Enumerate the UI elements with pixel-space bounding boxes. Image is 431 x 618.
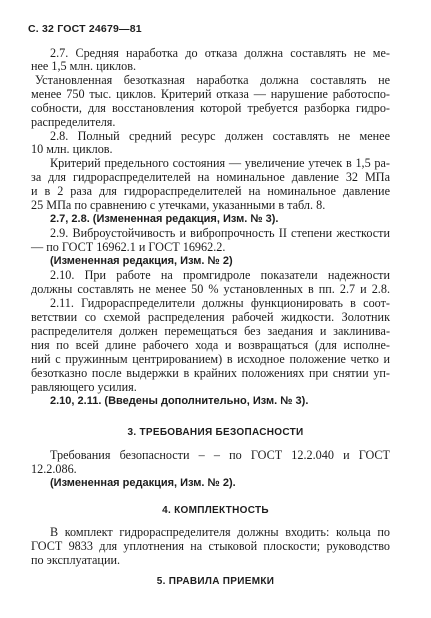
text-line: ветствии со схемой распределения рабочей жидкости. Золотник — [31, 310, 390, 324]
text-line: 12.2.086. — [31, 462, 77, 476]
text-line: собности, для восстановления которой требуется разборка гидро- — [31, 101, 390, 115]
text-line: по эксплуатации. — [31, 553, 121, 567]
text-line: 10 млн. циклов. — [31, 142, 113, 156]
text-line: 2.10. При работе на промгидроле показатели надежности — [50, 268, 390, 282]
text-line: распределителя. — [31, 115, 116, 129]
text-line: ний с пружинным центрированием) в исходное положение четко и — [31, 352, 390, 366]
text-line: ГОСТ 9833 для уплотнения на стыковой плоскости; руководство — [31, 539, 390, 553]
text-line: и в 2 раза для гидрораспределителей на номинальное давление — [31, 184, 390, 198]
text-line: 2.11. Гидрораспределители должны функционировать в соот- — [50, 296, 390, 310]
text-line: за для гидрораспределителей на номинальное давление 32 МПа — [31, 170, 390, 184]
text-line: — по ГОСТ 16962.1 и ГОСТ 16962.2. — [31, 240, 226, 254]
section-heading: 3. ТРЕБОВАНИЯ БЕЗОПАСНОСТИ — [127, 427, 304, 438]
amendment-note: 2.10, 2.11. (Введены дополнительно, Изм. № 3). — [50, 395, 309, 407]
text-line: должны составлять не менее 50 % установленных в пп. 2.7 и 2.8. — [31, 282, 390, 296]
section-heading: 5. ПРАВИЛА ПРИЕМКИ — [156, 576, 275, 587]
text-line: 2.7. Средняя наработка до отказа должна составлять не ме- — [50, 46, 390, 60]
text-line: Критерий предельного состояния — увеличение утечек в 1,5 ра- — [50, 156, 390, 170]
text-line: 2.9. Виброустойчивость и вибропрочность II степени жесткости — [50, 226, 390, 240]
text-line: Установленная безотказная наработка должна составлять не — [35, 73, 390, 87]
text-line: равляющего усилия. — [31, 380, 137, 394]
section-heading: 4. КОМПЛЕКТНОСТЬ — [162, 505, 269, 516]
text-line: менее 750 тыс. циклов. Критерий отказа — нарушение работоспо- — [31, 87, 390, 101]
text-line: нее 1,5 млн. циклов. — [31, 59, 137, 73]
text-line: безотказно после выдержки в крайних положениях при снятии уп- — [31, 366, 390, 380]
amendment-note: (Измененная редакция, Изм. № 2). — [50, 477, 236, 489]
text-line: В комплект гидрораспределителя должны входить: кольца по — [50, 525, 390, 539]
text-line: распределителя должен перемещаться без заедания и заклинива- — [31, 324, 390, 338]
text-line: 2.8. Полный средний ресурс должен составлять не менее — [50, 129, 390, 143]
text-line: 25 МПа по сравнению с утечками, указанными в табл. 8. — [31, 198, 326, 212]
page-header: С. 32 ГОСТ 24679—81 — [28, 23, 142, 35]
text-line: ния по всей длине рабочего хода и возвращаться (для исполне- — [31, 338, 390, 352]
amendment-note: 2.7, 2.8. (Измененная редакция, Изм. № 3). — [50, 213, 279, 225]
amendment-note: (Измененная редакция, Изм. № 2) — [50, 255, 233, 267]
text-line: Требования безопасности – – по ГОСТ 12.2.040 и ГОСТ — [50, 448, 390, 462]
